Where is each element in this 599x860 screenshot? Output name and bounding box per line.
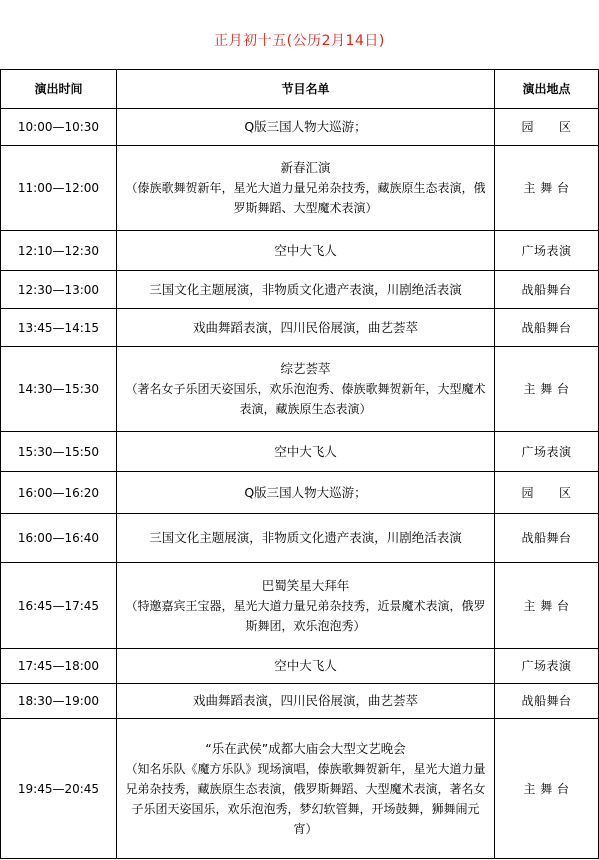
row-location: 广场表演 <box>495 649 599 684</box>
row-location: 园 区 <box>495 109 599 146</box>
table-row <box>1 684 599 719</box>
table-row <box>1 649 599 684</box>
row-location: 主 舞 台 <box>495 146 599 231</box>
row-location: 园 区 <box>495 472 599 514</box>
row-program <box>117 719 495 859</box>
program-title: 戏曲舞蹈表演，四川民俗展演，曲艺荟萃 <box>192 319 418 335</box>
row-location: 广场表演 <box>495 231 599 271</box>
row-location: 战船舞台 <box>495 271 599 309</box>
row-program <box>117 347 495 432</box>
program-title: 新春汇演 <box>280 160 331 175</box>
row-location: 主 舞 台 <box>495 563 599 649</box>
program-detail: （知名乐队《魔方乐队》现场演唱，傣族歌舞贺新年，星光大道力量兄弟杂技秀，藏族原生态表演，俄罗斯舞蹈、大型魔术表演，著名女子乐团天姿国乐，欢乐泡泡秀，梦幻软管舞，开场鼓舞，狮舞闹元宵） <box>125 761 486 836</box>
row-location: 战船舞台 <box>495 309 599 347</box>
row-location: 战船舞台 <box>495 684 599 719</box>
row-location: 主 舞 台 <box>495 719 599 859</box>
table-header-row <box>1 70 599 109</box>
table-row <box>1 514 599 563</box>
table-row <box>1 231 599 271</box>
program-title: “乐在武侯”成都大庙会大型文艺晚会 <box>205 740 406 756</box>
row-time: 17:45—18:00 <box>1 649 117 684</box>
program-title: 巴蜀笑星大拜年 <box>261 577 350 593</box>
program-title: 空中大飞人 <box>274 443 337 459</box>
row-time: 15:30—15:50 <box>1 432 117 472</box>
table-row <box>1 472 599 514</box>
program-detail: （著名女子乐团天姿国乐，欢乐泡泡秀、傣族歌舞贺新年，大型魔术表演，藏族原生态表演） <box>125 382 486 416</box>
table-row <box>1 432 599 472</box>
table-row <box>1 146 599 231</box>
row-program <box>117 684 495 719</box>
row-program <box>117 472 495 514</box>
header-location: 演出地点 <box>495 70 599 109</box>
row-location: 主 舞 台 <box>495 347 599 432</box>
row-time: 16:00—16:20 <box>1 472 117 514</box>
row-time: 10:00—10:30 <box>1 109 117 146</box>
program-detail: （傣族歌舞贺新年，星光大道力量兄弟杂技秀，藏族原生态表演，俄罗斯舞蹈、大型魔术表演） <box>125 181 486 215</box>
table-row <box>1 271 599 309</box>
row-time: 18:30—19:00 <box>1 684 117 719</box>
row-program <box>117 563 495 649</box>
row-time: 16:00—16:40 <box>1 514 117 563</box>
row-program <box>117 231 495 271</box>
program-title: Q版三国人物大巡游； <box>244 484 367 500</box>
row-program <box>117 146 495 231</box>
page-title: 正月初十五(公历2月14日) <box>214 33 385 49</box>
row-program <box>117 309 495 347</box>
program-title: Q版三国人物大巡游； <box>244 119 367 134</box>
row-program <box>117 109 495 146</box>
row-time: 12:10—12:30 <box>1 231 117 271</box>
row-time: 11:00—12:00 <box>1 146 117 231</box>
row-program <box>117 649 495 684</box>
row-time: 12:30—13:00 <box>1 271 117 309</box>
program-title: 空中大飞人 <box>274 242 337 258</box>
table-row <box>1 109 599 146</box>
header-program: 节目名单 <box>117 70 495 109</box>
row-time: 16:45—17:45 <box>1 563 117 649</box>
program-title: 三国文化主题展演，非物质文化遗产表演，川剧绝活表演 <box>149 281 462 297</box>
table-row <box>1 719 599 859</box>
row-time: 13:45—14:15 <box>1 309 117 347</box>
row-location: 战船舞台 <box>495 514 599 563</box>
program-title: 三国文化主题展演，非物质文化遗产表演，川剧绝活表演 <box>149 530 462 545</box>
table-row <box>1 563 599 649</box>
program-title: 综艺荟萃 <box>280 361 331 376</box>
table-row <box>1 309 599 347</box>
row-location: 广场表演 <box>495 432 599 472</box>
program-detail: （特邀嘉宾王宝器，星光大道力量兄弟杂技秀，近景魔术表演，俄罗斯舞团，欢乐泡泡秀） <box>125 598 486 633</box>
header-time: 演出时间 <box>1 70 117 109</box>
table-row <box>1 347 599 432</box>
row-program <box>117 271 495 309</box>
row-time: 14:30—15:30 <box>1 347 117 432</box>
row-program <box>117 432 495 472</box>
program-title: 戏曲舞蹈表演，四川民俗展演，曲艺荟萃 <box>192 693 418 708</box>
schedule-table <box>0 69 599 859</box>
row-program <box>117 514 495 563</box>
row-time: 19:45—20:45 <box>1 719 117 859</box>
program-title: 空中大飞人 <box>274 658 337 673</box>
